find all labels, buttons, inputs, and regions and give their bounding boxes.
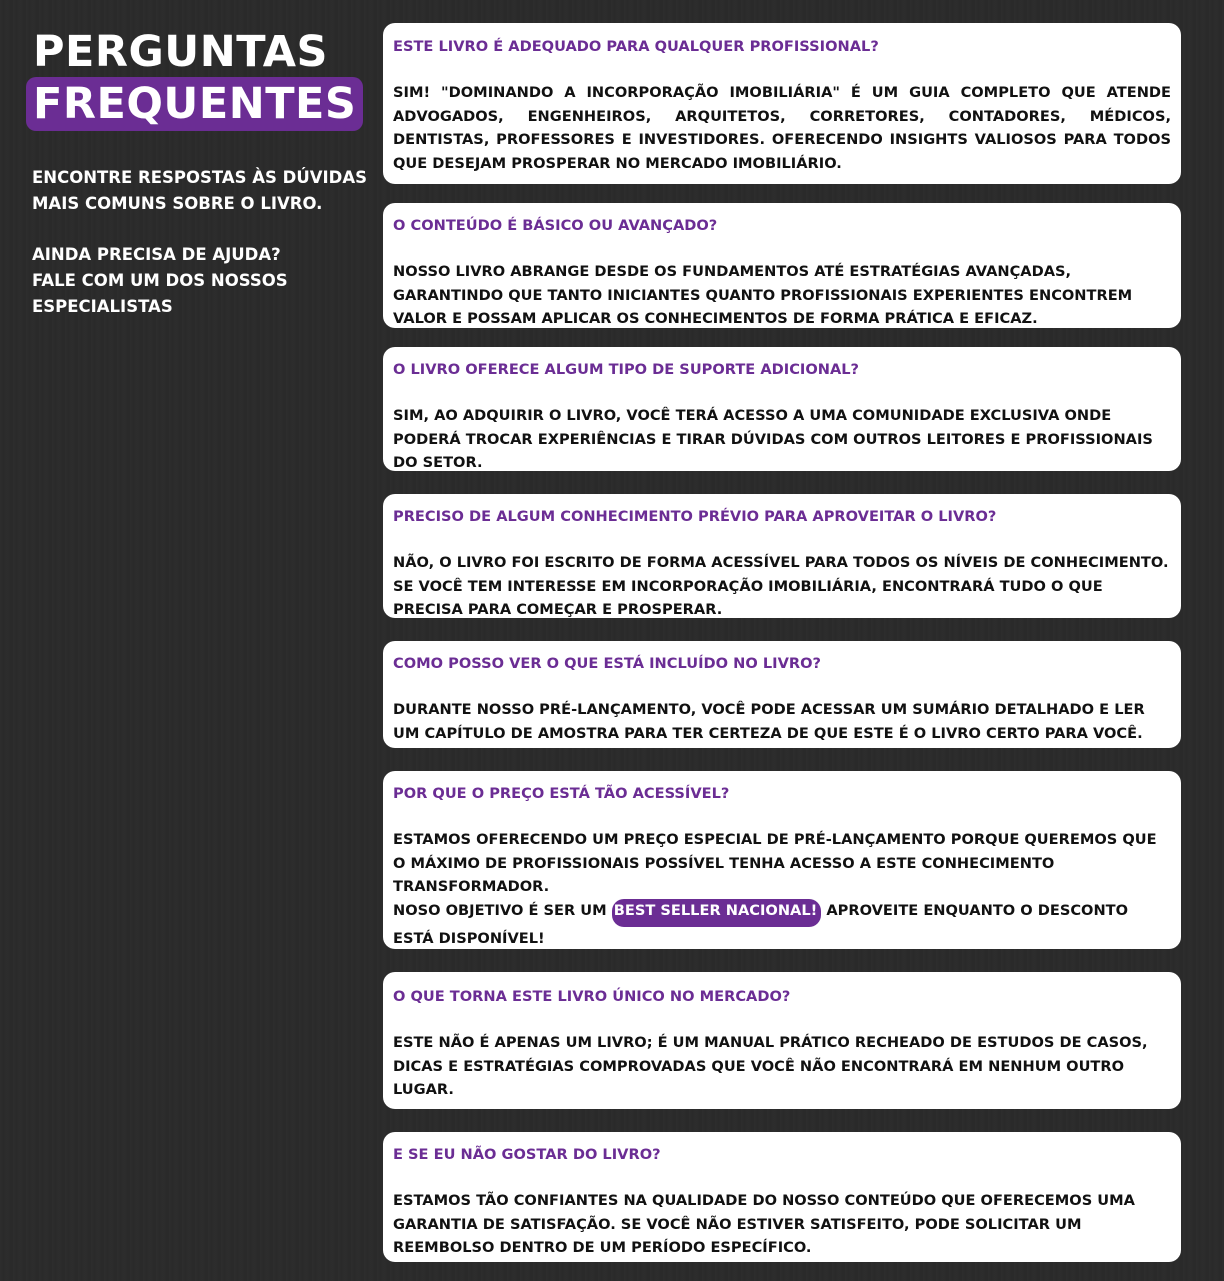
faq-answer: SIM, AO ADQUIRIR O LIVRO, VOCÊ TERÁ ACESSO A UMA COMUNIDADE EXCLUSIVA ONDE PODERÁ TROCAR EXPERIÊNCIAS E TIRAR DÚVIDAS COM OUTROS LEITORES E PROFISSIONAIS DO SETOR. [393,407,1153,471]
faq-answer: ESTE NÃO É APENAS UM LIVRO; É UM MANUAL PRÁTICO RECHEADO DE ESTUDOS DE CASOS, DICAS E ESTRATÉGIAS COMPROVADAS QUE VOCÊ NÃO ENCONTRARÁ EM NENHUM OUTRO LUGAR. [393,1034,1148,1098]
faq-item [383,494,1181,618]
faq-question: E SE EU NÃO GOSTAR DO LIVRO? [393,1146,661,1163]
faq-question: O LIVRO OFERECE ALGUM TIPO DE SUPORTE ADICIONAL? [393,361,860,378]
faq-header [26,28,376,320]
faq-item [383,972,1181,1109]
faq-answer: NÃO, O LIVRO FOI ESCRITO DE FORMA ACESSÍVEL PARA TODOS OS NÍVEIS DE CONHECIMENTO. SE VOCÊ TEM INTERESSE EM INCORPORAÇÃO IMOBILIÁRIA, ENCONTRARÁ TUDO O QUE PRECISA PARA COMEÇAR E PROSPERAR. [393,554,1169,618]
help-text: AINDA PRECISA DE AJUDA? FALE COM UM DOS NOSSOS ESPECIALISTAS [32,245,288,316]
faq-answer-text: ESTAMOS OFERECENDO UM PREÇO ESPECIAL DE PRÉ-LANÇAMENTO PORQUE QUEREMOS QUE O MÁXIMO DE PROFISSIONAIS POSSÍVEL TENHA ACESSO A ESTE CONHECIMENTO TRANSFORMADOR. [393,831,1157,895]
faq-question: POR QUE O PREÇO ESTÁ TÃO ACESSÍVEL? [393,785,730,802]
faq-item [383,771,1181,949]
faq-item [383,1132,1181,1262]
faq-answer: DURANTE NOSSO PRÉ-LANÇAMENTO, VOCÊ PODE ACESSAR UM SUMÁRIO DETALHADO E LER UM CAPÍTULO DE AMOSTRA PARA TER CERTEZA DE QUE ESTE É O LIVRO CERTO PARA VOCÊ. [393,701,1145,742]
faq-question: O CONTEÚDO É BÁSICO OU AVANÇADO? [393,217,718,234]
faq-item [383,347,1181,471]
faq-answer [393,828,1171,950]
faq-question: O QUE TORNA ESTE LIVRO ÚNICO NO MERCADO? [393,988,791,1005]
faq-item [383,203,1181,328]
faq-question: COMO POSSO VER O QUE ESTÁ INCLUÍDO NO LIVRO? [393,655,821,672]
faq-question: ESTE LIVRO É ADEQUADO PARA QUALQUER PROFISSIONAL? [393,38,879,55]
page-title-line2: FREQUENTES [26,77,363,131]
faq-question: PRECISO DE ALGUM CONHECIMENTO PRÉVIO PARA APROVEITAR O LIVRO? [393,508,997,525]
faq-item [383,23,1181,184]
faq-answer-text: APROVEITE ENQUANTO O DESCONTO ESTÁ DISPONÍVEL! [393,901,1129,947]
page-title-line1: PERGUNTAS [33,27,328,77]
faq-answer: SIM! "DOMINANDO A INCORPORAÇÃO IMOBILIÁRIA" É UM GUIA COMPLETO QUE ATENDE ADVOGADOS, ENGENHEIROS, ARQUITETOS, CORRETORES, CONTADORES, MÉDICOS, DENTISTAS, PROFESSORES E INVESTIDORES. OFERECENDO INSIGHTS VALIOSOS PARA TODOS QUE DESEJAM PROSPERAR NO MERCADO IMOBILIÁRIO. [393,84,1171,172]
intro-text: ENCONTRE RESPOSTAS ÀS DÚVIDAS MAIS COMUNS SOBRE O LIVRO. [32,168,367,213]
faq-item [383,641,1181,748]
best-seller-highlight: BEST SELLER NACIONAL! [612,899,822,927]
faq-answer-text: NOSO OBJETIVO É SER UM [393,901,612,919]
faq-answer: ESTAMOS TÃO CONFIANTES NA QUALIDADE DO NOSSO CONTEÚDO QUE OFERECEMOS UMA GARANTIA DE SATISFAÇÃO. SE VOCÊ NÃO ESTIVER SATISFEITO, PODE SOLICITAR UM REEMBOLSO DENTRO DE UM PERÍODO ESPECÍFICO. [393,1192,1135,1256]
faq-answer: NOSSO LIVRO ABRANGE DESDE OS FUNDAMENTOS ATÉ ESTRATÉGIAS AVANÇADAS, GARANTINDO QUE TANTO INICIANTES QUANTO PROFISSIONAIS EXPERIENTES ENCONTREM VALOR E POSSAM APLICAR OS CONHECIMENTOS DE FORMA PRÁTICA E EFICAZ. [393,263,1133,327]
